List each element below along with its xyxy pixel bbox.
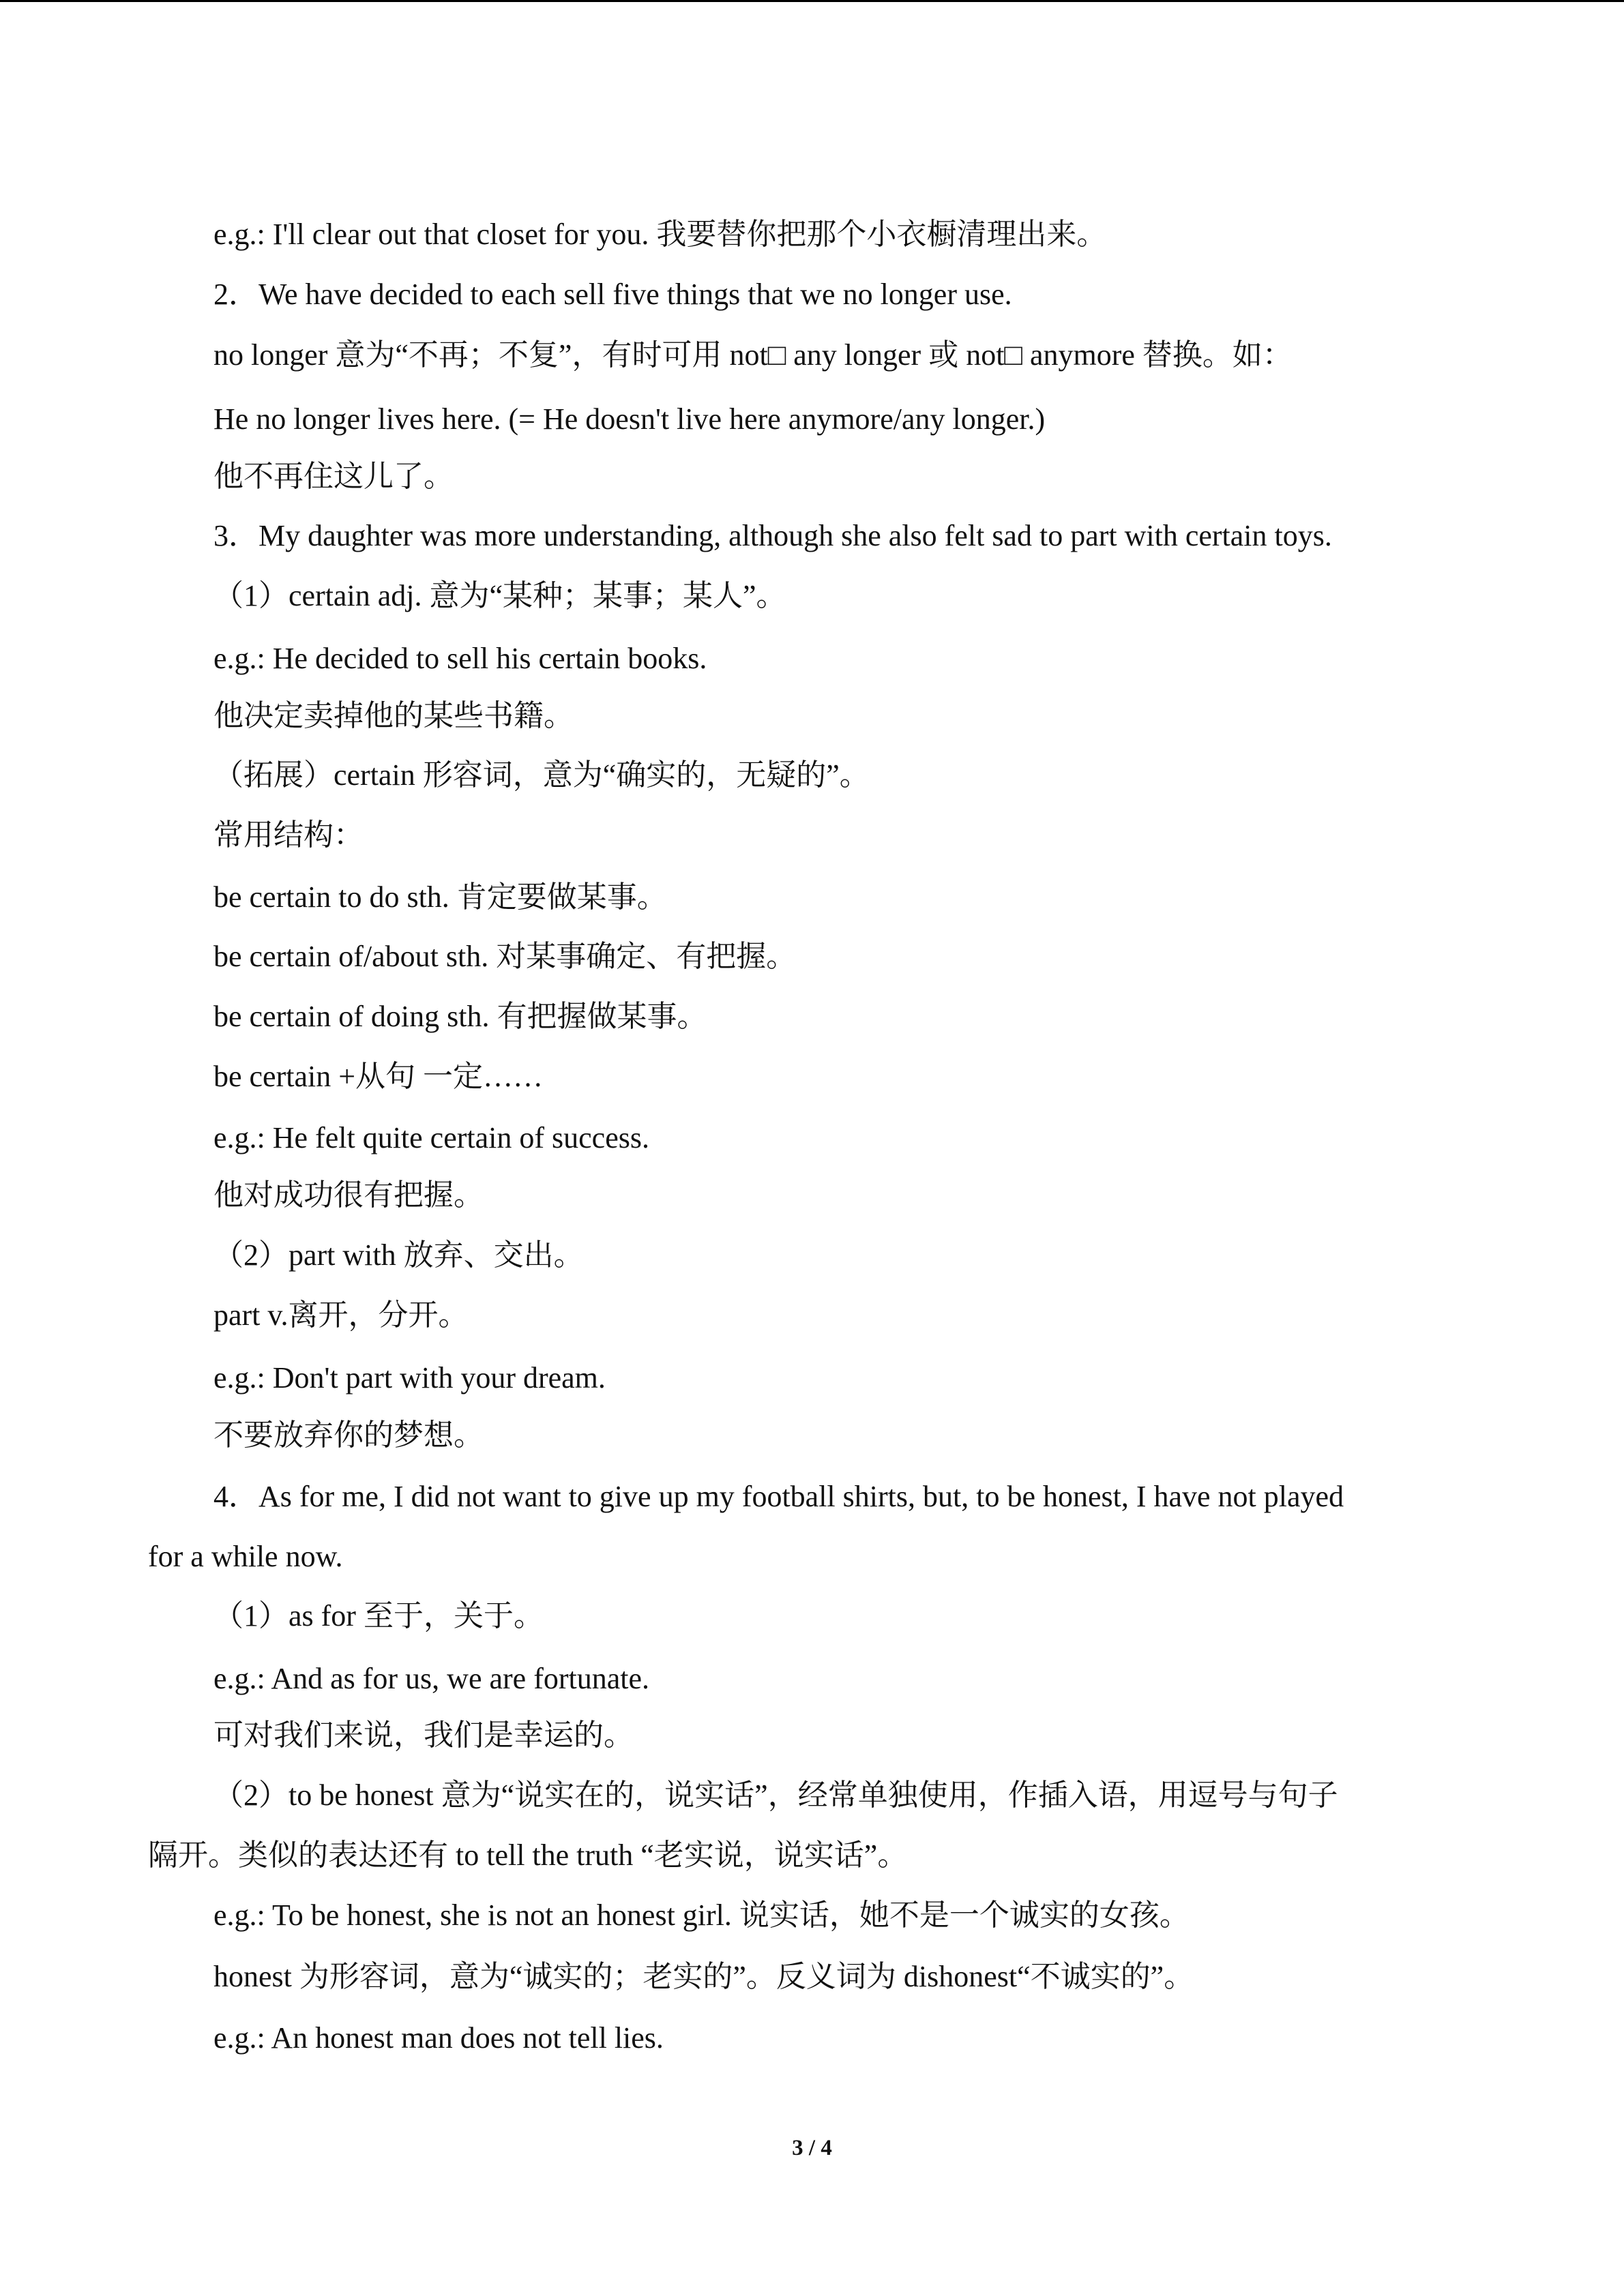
page-number [0, 2134, 1624, 2162]
text-line-translation: 可对我们来说，我们是幸运的。 [213, 1718, 634, 1752]
text-line-translation: 不要放弃你的梦想。 [213, 1418, 484, 1452]
subitem-as-for: （1）as for 至于，关于。 [213, 1599, 544, 1632]
text-line-part-verb: part v.离开，分开。 [213, 1298, 469, 1332]
text-line-example-fortunate: e.g.: And as for us, we are fortunate. [213, 1662, 650, 1695]
item-3-heading: 3．My daughter was more understanding, although she also felt sad to part with certain toys. [213, 519, 1332, 552]
text-line-example-certain: e.g.: He decided to sell his certain books. [213, 642, 707, 675]
subitem-to-be-honest-continued: 隔开。类似的表达还有 to tell the truth “老实说，说实话”。 [148, 1838, 908, 1872]
item-2-heading: 2．We have decided to each sell five things that we no longer use. [213, 278, 1012, 311]
text-line-example-closet: e.g.: I'll clear out that closet for you. 我要替你把那个小衣橱清理出来。 [213, 218, 1107, 251]
page-number-separator: / [803, 2136, 821, 2160]
text-line-example-honest-girl: e.g.: To be honest, she is not an honest girl. 说实话，她不是一个诚实的女孩。 [213, 1898, 1190, 1932]
subitem-part-with: （2）part with 放弃、交出。 [213, 1238, 584, 1272]
text-line-example-lies: e.g.: An honest man does not tell lies. [213, 2021, 664, 2055]
structure-item: be certain to do sth. 肯定要做某事。 [213, 880, 667, 914]
subitem-certain: （1）certain adj. 意为“某种；某事；某人”。 [213, 579, 786, 612]
subitem-to-be-honest: （2）to be honest 意为“说实在的，说实话”，经常单独使用，作插入语，用逗号与句子 [213, 1778, 1338, 1812]
structure-item: be certain of doing sth. 有把握做某事。 [213, 1000, 707, 1033]
text-line-translation: 他不再住这儿了。 [213, 460, 454, 493]
page-number-current: 3 [792, 2136, 803, 2160]
text-line-example-no-longer: He no longer lives here. (= He doesn't live here anymore/any longer.) [213, 402, 1046, 436]
item-4-heading-continued: for a while now. [148, 1540, 343, 1573]
text-line-translation: 他决定卖掉他的某些书籍。 [213, 699, 574, 732]
text-line-no-longer-meaning: no longer 意为“不再；不复”，有时可用 not□ any longer 或 not□ anymore 替换。如： [213, 338, 1293, 372]
text-line-extension: （拓展）certain 形容词，意为“确实的，无疑的”。 [213, 758, 870, 792]
structure-item: be certain of/about sth. 对某事确定、有把握。 [213, 940, 797, 973]
text-line-example-success: e.g.: He felt quite certain of success. [213, 1121, 649, 1154]
page-number-total: 4 [821, 2136, 832, 2160]
text-line-honest-adjective: honest 为形容词，意为“诚实的；老实的”。反义词为 dishonest“不诚实的”。 [213, 1960, 1194, 1993]
text-line-translation: 他对成功很有把握。 [213, 1178, 484, 1212]
structure-item: be certain +从句 一定…… [213, 1060, 544, 1093]
text-line-example-dream: e.g.: Don't part with your dream. [213, 1361, 606, 1395]
text-line-structures-heading: 常用结构： [213, 818, 364, 852]
item-4-heading: 4．As for me, I did not want to give up my football shirts, but, to be honest, I have not played [213, 1480, 1344, 1513]
